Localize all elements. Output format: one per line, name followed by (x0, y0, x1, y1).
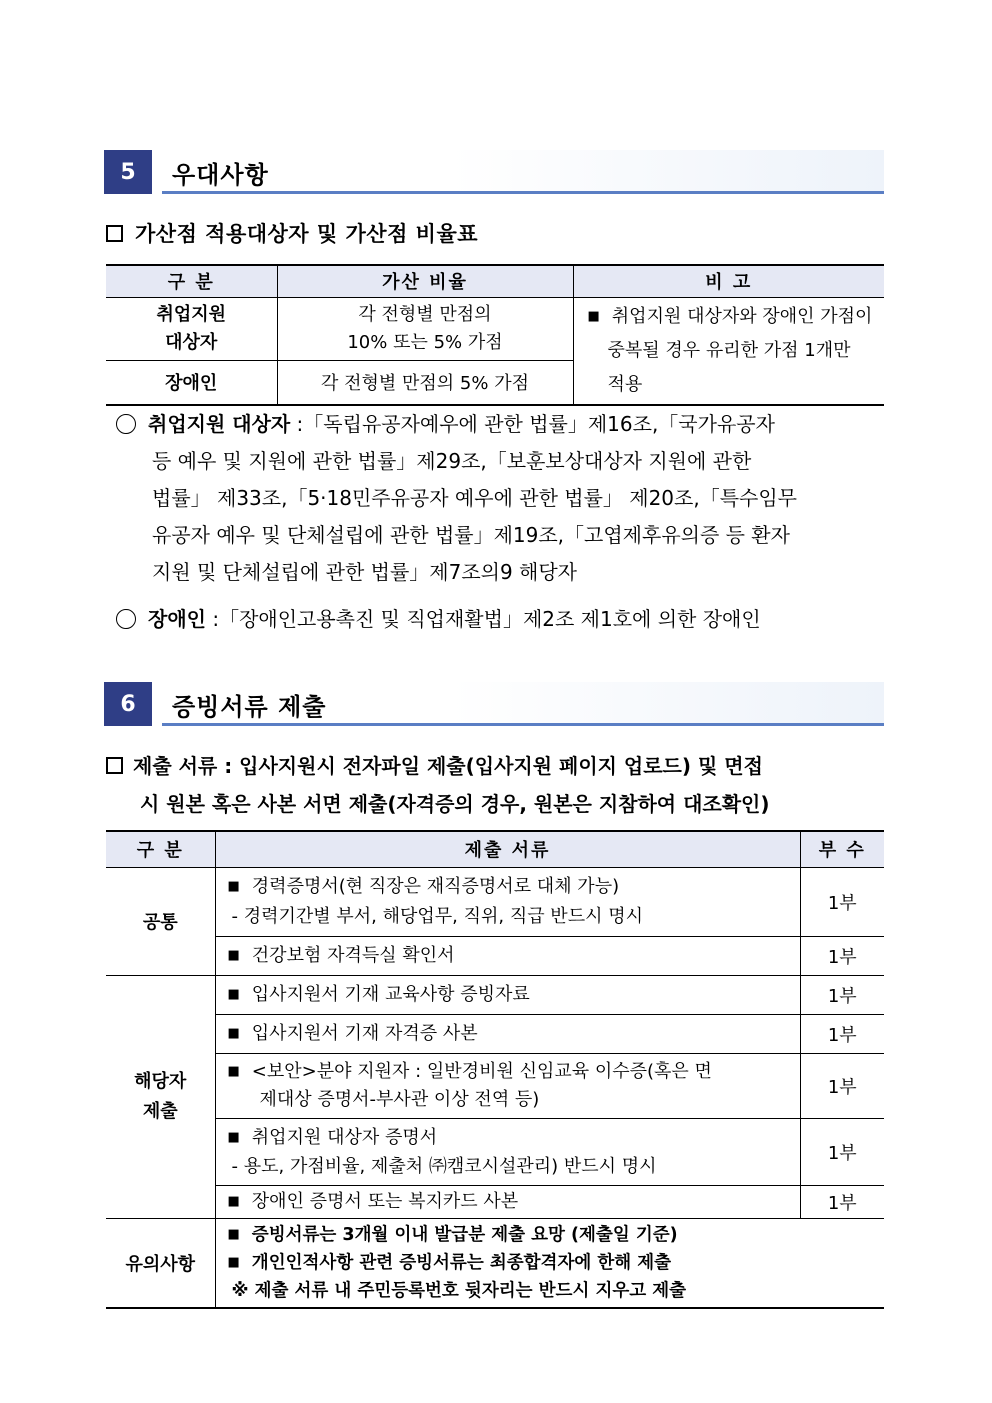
group-notes: 유의사항 (106, 1218, 215, 1308)
group-applicable (106, 975, 215, 1218)
doc-education-proof (215, 975, 800, 1014)
doc-count: 1부 (800, 1053, 884, 1118)
section-5-header (104, 150, 884, 194)
doc-line: ■ 건강보험 자격득실 확인서 (228, 941, 792, 971)
note-line: ■ 취업지원 대상자와 장애인 가점이 (588, 300, 877, 334)
section-6-header (104, 682, 884, 726)
header-category: 구 분 (106, 831, 215, 867)
note-line: ※ 제출 서류 내 주민등록번호 뒷자리는 반드시 지우고 제출 (231, 1280, 687, 1301)
doc-line: ■ 취업지원 대상자 증명서 (228, 1123, 792, 1152)
item-employment-support (116, 406, 888, 591)
circle-bullet-icon (116, 609, 136, 629)
notes-cell (215, 1218, 884, 1308)
doc-line: - 경력기간별 부서, 해당업무, 직위, 직급 반드시 명시 (228, 902, 792, 932)
category-line: 취업지원 (156, 303, 227, 325)
subheading-text: 제출 서류 : 입사지원시 전자파일 제출(입사지원 페이지 업로드) 및 면접 (133, 754, 763, 778)
item-label: 장애인 (148, 607, 206, 631)
group-common: 공통 (106, 867, 215, 975)
group-label-line: 해당자 (134, 1070, 187, 1092)
header-count: 부 수 (800, 831, 884, 867)
section-title-bar (162, 682, 884, 726)
subheading-bonus (106, 218, 478, 248)
checkbox-square-icon (106, 757, 123, 774)
doc-health-insurance (215, 936, 800, 975)
category-line: 대상자 (165, 331, 218, 353)
doc-security-training (215, 1053, 800, 1118)
header-category: 구 분 (106, 265, 277, 297)
bonus-note-cell (573, 297, 884, 405)
rate-line: 각 전형별 만점의 (358, 303, 492, 325)
header-rate: 가산 비율 (277, 265, 573, 297)
subheading-text: 시 원본 혹은 사본 서면 제출(자격증의 경우, 원본은 지참하여 대조확인) (140, 792, 770, 816)
row-disabled-category: 장애인 (106, 360, 277, 404)
note-line: 적용 (607, 373, 643, 395)
row-employment-support-rate (277, 297, 573, 360)
item-line: :「독립유공자예우에 관한 법률」제16조,「국가유공자 (290, 412, 775, 436)
doc-line: ■ 입사지원서 기재 자격증 사본 (228, 1019, 792, 1049)
item-line: 유공자 예우 및 단체설립에 관한 법률」제19조,「고엽제후유의증 등 환자 (152, 523, 790, 547)
item-line: 등 예우 및 지원에 관한 법률」제29조,「보훈보상대상자 지원에 관한 (152, 449, 752, 473)
item-line: 법률」 제33조,「5·18민주유공자 예우에 관한 법률」 제20조,「특수임무 (152, 486, 797, 510)
bonus-table (106, 264, 884, 406)
rate-line: 10% 또는 5% 가점 (347, 331, 503, 353)
doc-line: 제대상 증명서-부사관 이상 전역 등) (259, 1088, 540, 1110)
row-employment-support-category (106, 297, 277, 360)
doc-line: ■ 입사지원서 기재 교육사항 증빙자료 (228, 980, 792, 1010)
doc-count: 1부 (800, 1185, 884, 1218)
note-line: ■ 개인인적사항 관련 증빙서류는 최종합격자에 한해 제출 (228, 1249, 877, 1277)
note-line: ■ 증빙서류는 3개월 이내 발급분 제출 요망 (제출일 기준) (228, 1221, 877, 1249)
item-label: 취업지원 대상자 (148, 412, 291, 436)
circle-bullet-icon (116, 414, 136, 434)
subheading-documents (106, 747, 888, 823)
doc-employment-support-certificate (215, 1118, 800, 1185)
doc-line: ■ 경력증명서(현 직장은 재직증명서로 대체 가능) (228, 872, 792, 902)
item-line: :「장애인고용촉진 및 직업재활법」제2조 제1호에 의한 장애인 (205, 607, 761, 631)
doc-line: ■ <보안>분야 지원자 : 일반경비원 신임교육 이수증(혹은 면 (228, 1058, 792, 1086)
doc-disability-certificate (215, 1185, 800, 1218)
doc-career-certificate (215, 867, 800, 936)
doc-line: ■ 장애인 증명서 또는 복지카드 사본 (228, 1187, 792, 1217)
doc-count: 1부 (800, 975, 884, 1014)
group-label-line: 제출 (142, 1100, 178, 1122)
header-documents: 제출 서류 (215, 831, 800, 867)
doc-count: 1부 (800, 1014, 884, 1053)
section-title-bar (162, 150, 884, 194)
subheading-text: 가산점 적용대상자 및 가산점 비율표 (135, 222, 479, 246)
doc-count: 1부 (800, 1118, 884, 1185)
item-disabled (116, 601, 888, 638)
doc-count: 1부 (800, 867, 884, 936)
section-title: 증빙서류 제출 (172, 693, 327, 721)
section-number: 6 (104, 682, 152, 726)
doc-count: 1부 (800, 936, 884, 975)
note-line: 중복될 경우 유리한 가점 1개만 (607, 339, 851, 361)
checkbox-square-icon (106, 225, 123, 242)
section-title: 우대사항 (172, 161, 269, 189)
row-disabled-rate: 각 전형별 만점의 5% 가점 (277, 360, 573, 404)
header-note: 비 고 (573, 265, 884, 297)
item-line: 지원 및 단체설립에 관한 법률」제7조의9 해당자 (152, 560, 577, 584)
doc-line: - 용도, 가점비율, 제출처 ㈜캠코시설관리) 반드시 명시 (228, 1152, 792, 1181)
documents-table (106, 830, 884, 1309)
section-number: 5 (104, 150, 152, 194)
doc-license-copy (215, 1014, 800, 1053)
